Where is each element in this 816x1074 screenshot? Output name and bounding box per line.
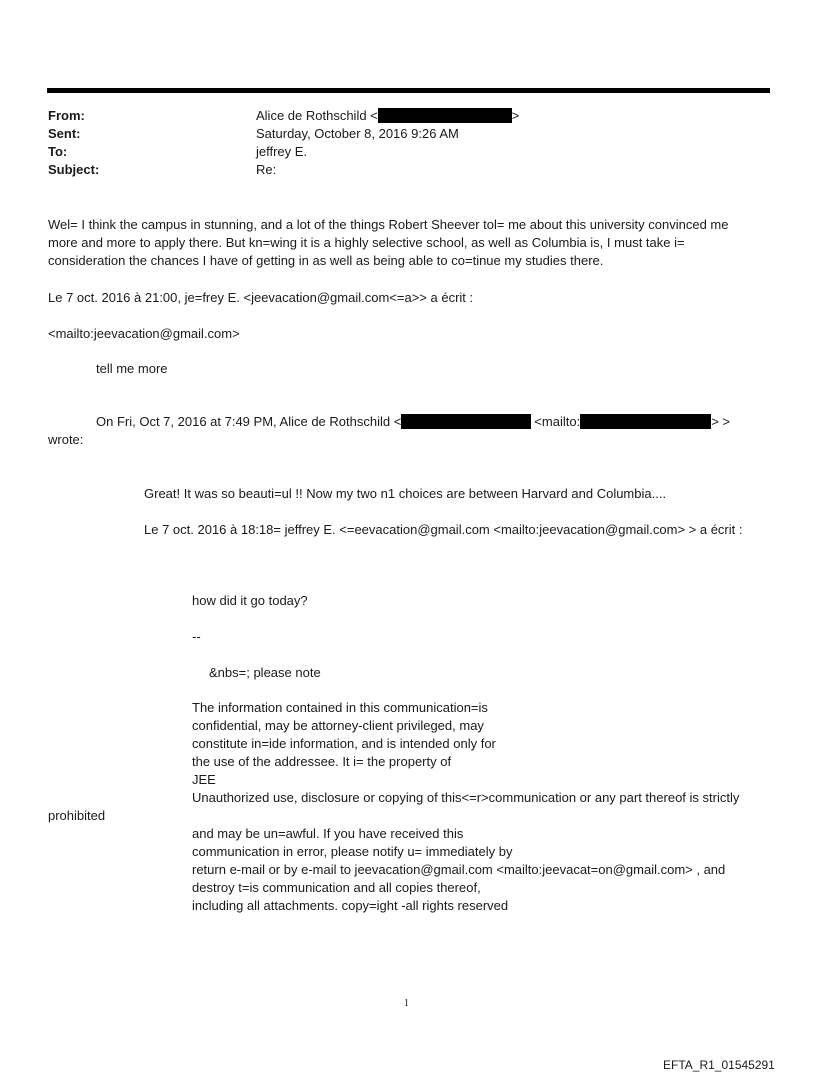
body-line-2: more and more to apply there. But kn=wing it is a highly selective school, as well as Columbia is, I must take i= (48, 235, 685, 250)
signature-dashes: -- (192, 629, 201, 644)
body-line-3: consideration the chances I have of getting in as well as being able to co=tinue my studies there. (48, 253, 604, 268)
disclaimer-line: and may be un=awful. If you have received this (192, 826, 464, 841)
to-value: jeffrey E. (256, 144, 308, 159)
header-rule (47, 88, 770, 93)
disclaimer-line: the use of the addressee. It i= the property of (192, 754, 452, 769)
sent-label: Sent: (48, 126, 81, 141)
disclaimer-line: The information contained in this communication=is (192, 700, 488, 715)
disclaimer-line: including all attachments. copy=ight -all rights reserved (192, 898, 509, 913)
subject-value: Re: (256, 162, 277, 177)
mailto-line: <mailto:jeevacation@gmail.com> (48, 326, 240, 341)
please-note: &nbs=; please note (209, 665, 321, 680)
disclaimer-line: return e-mail or by e-mail to jeevacation@gmail.com <mailto:jeevacat=on@gmail.com> , and (192, 862, 726, 877)
quote-header-1: Le 7 oct. 2016 à 21:00, je=frey E. <jeevacation@gmail.com<=a>> a écrit : (48, 290, 474, 305)
how-did-it-go: how did it go today? (192, 593, 308, 608)
disclaimer-line: Unauthorized use, disclosure or copying of this<=r>communication or any part thereof is strictly (192, 790, 740, 805)
tell-me-more: tell me more (96, 361, 168, 376)
from-value (256, 107, 519, 125)
on-fri-close: > > (711, 414, 730, 429)
from-label: From: (48, 108, 85, 123)
page-number: 1 (404, 998, 409, 1009)
body-line-1: Wel= I think the campus in stunning, and a lot of the things Robert Sheever tol= me about this university convinced me (48, 217, 729, 232)
great-line: Great! It was so beauti=ul !! Now my two n1 choices are between Harvard and Columbia.... (144, 486, 667, 501)
redaction-bar (401, 414, 531, 429)
subject-label: Subject: (48, 162, 100, 177)
redaction-bar (378, 108, 512, 123)
wrote-line: wrote: (48, 432, 84, 447)
bates-number: EFTA_R1_01545291 (663, 1058, 775, 1072)
on-fri-text: On Fri, Oct 7, 2016 at 7:49 PM, Alice de Rothschild < (96, 414, 402, 429)
quote-header-2: Le 7 oct. 2016 à 18:18= jeffrey E. <=eevacation@gmail.com <mailto:jeevacation@gmail.com> > a écrit : (144, 522, 743, 537)
sent-value: Saturday, October 8, 2016 9:26 AM (256, 126, 459, 141)
to-label: To: (48, 144, 68, 159)
disclaimer-line: communication in error, please notify u= immediately by (192, 844, 513, 859)
disclaimer-line: constitute in=ide information, and is intended only for (192, 736, 496, 751)
redaction-bar (580, 414, 711, 429)
on-fri-mailto: <mailto: (534, 414, 581, 429)
disclaimer-line: destroy t=is communication and all copies thereof, (192, 880, 481, 895)
on-fri-line (96, 413, 730, 431)
from-name: Alice de Rothschild < (256, 108, 378, 123)
from-close: > (511, 108, 520, 123)
disclaimer-line: confidential, may be attorney-client privileged, may (192, 718, 484, 733)
disclaimer-line: JEE (192, 772, 216, 787)
disclaimer-line: prohibited (48, 808, 106, 823)
